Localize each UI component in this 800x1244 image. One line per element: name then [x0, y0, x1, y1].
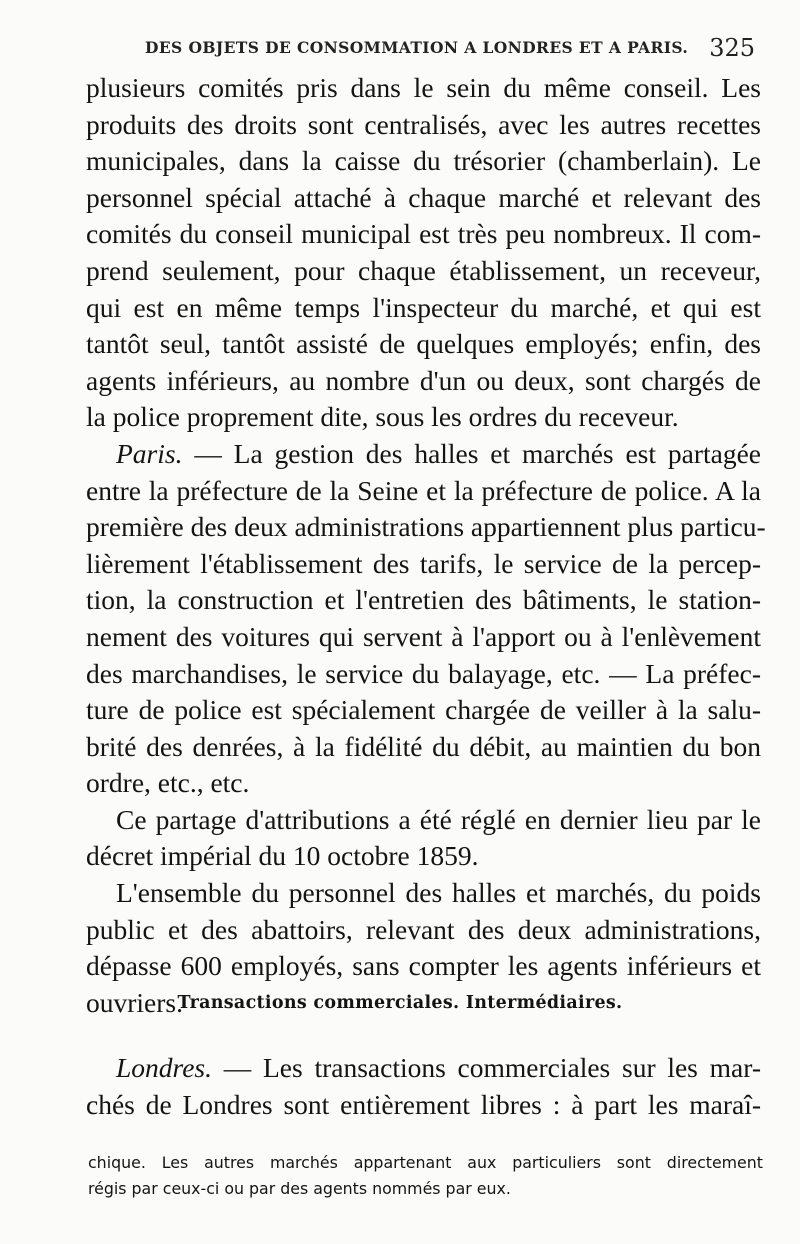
londres-paragraph: [86, 1050, 761, 1123]
paragraph-paris-first-line: [86, 436, 761, 473]
text-fragment: — Les transactions commerciales sur les mar-: [212, 1052, 761, 1083]
body-text: [86, 70, 766, 1021]
footnote: [88, 1150, 763, 1202]
text-line: qui est en même temps l'inspecteur du marché, et qui est: [86, 291, 761, 323]
text-line: brité des denrées, à la fidélité du débit, au maintien du bon: [86, 730, 761, 762]
text-line: tantôt seul, tantôt assisté de quelques employés; enfin, des: [86, 328, 761, 360]
page-number: 325: [709, 34, 755, 62]
text-line: ouvriers.: [86, 986, 183, 1018]
text-line: plusieurs comités pris dans le sein du même conseil. Les: [86, 72, 761, 103]
text-line: décret impérial du 10 octobre 1859.: [86, 840, 479, 872]
text-line: L'ensemble du personnel des halles et marchés, du poids: [116, 877, 761, 909]
text-line: chés de Londres sont entièrement libres : à part les maraî-: [86, 1088, 761, 1120]
text-line: nement des voitures qui servent à l'apport ou à l'enlèvement: [86, 620, 761, 652]
text-line: dépasse 600 employés, sans compter les agents inférieurs et: [86, 950, 761, 982]
running-title: DES OBJETS DE CONSOMMATION A LONDRES ET A PARIS.: [145, 38, 689, 57]
text-line: des marchandises, le service du balayage, etc. — La préfec-: [86, 657, 761, 689]
text-fragment: — La gestion des halles et marchés est partagée: [182, 437, 761, 469]
paris-label: Paris.: [116, 437, 183, 469]
text-line: produits des droits sont centralisés, avec les autres recettes: [86, 108, 761, 140]
text-line: entre la préfecture de la Seine et la préfecture de police. A la: [86, 474, 761, 506]
paragraph-londres-first-line: [86, 1050, 761, 1087]
text-line: ture de police est spécialement chargée de veiller à la salu-: [86, 694, 761, 726]
text-line: tion, la construction et l'entretien des bâtiments, le station-: [86, 584, 761, 616]
text-line: lièrement l'établissement des tarifs, le service de la percep-: [86, 547, 761, 579]
text-line: municipales, dans la caisse du trésorier (chamberlain). Le: [86, 145, 761, 177]
text-line: public et des abattoirs, relevant des deux administrations,: [86, 913, 761, 945]
londres-label: Londres.: [116, 1052, 213, 1083]
text-line: Ce partage d'attributions a été réglé en dernier lieu par le: [116, 803, 761, 835]
text-line: ordre, etc., etc.: [86, 767, 250, 799]
text-line: personnel spécial attaché à chaque marché et relevant des: [86, 181, 761, 213]
text-line: comités du conseil municipal est très peu nombreux. Il com-: [86, 218, 761, 250]
text-line: première des deux administrations appartiennent plus particu-: [86, 511, 766, 543]
text-line: agents inférieurs, au nombre d'un ou deux, sont chargés de: [86, 364, 761, 396]
footnote-line: régis par ceux-ci ou par des agents nommés par eux.: [88, 1179, 511, 1198]
text-line: la police proprement dite, sous les ordres du receveur.: [86, 401, 679, 433]
text-line: prend seulement, pour chaque établissement, un receveur,: [86, 254, 761, 286]
running-head: [145, 34, 755, 64]
footnote-line: chique. Les autres marchés appartenant aux particuliers sont directement: [88, 1153, 763, 1172]
section-heading: Transactions commerciales. Intermédiaires.: [177, 993, 623, 1013]
